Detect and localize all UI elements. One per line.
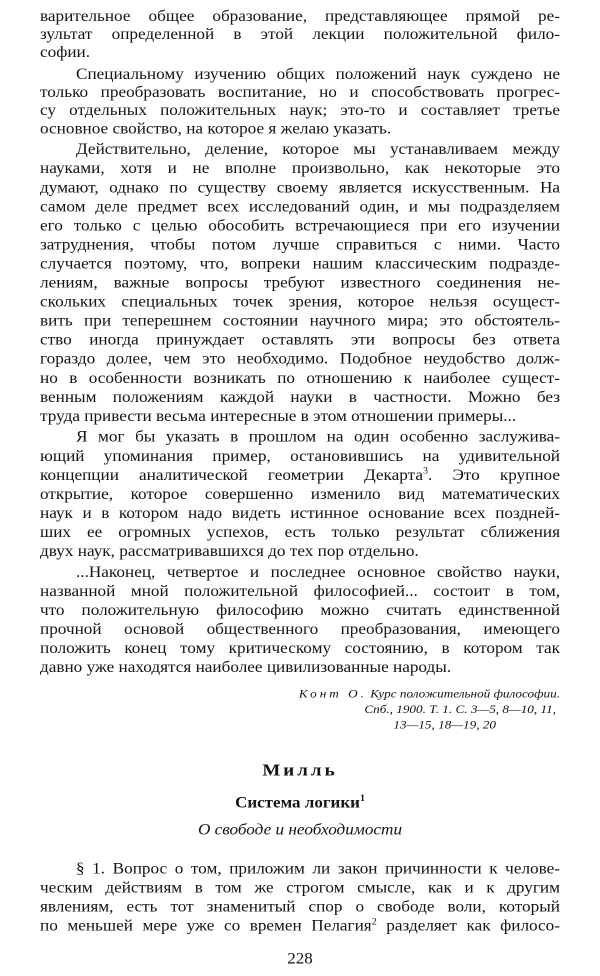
text-line: § 1. Вопрос о том, приложим ли закон причинности к челове- (76, 859, 560, 878)
page-number: 228 (287, 949, 313, 967)
text-line: ство иногда принуждает оставлять эти вопросы без ответа (40, 331, 560, 349)
section-author-heading: Милль (262, 761, 338, 781)
text-line: ших ее огромных успехов, есть только результат сближения (40, 523, 560, 541)
source-citation (299, 687, 560, 702)
text-line: самом деле предмет всех исследований один, и мы подразделяем (40, 197, 560, 215)
text-line: что положительную философию можно считать единственной (40, 601, 560, 619)
text-line: давно уже находятся наиболее цивилизованные народы. (40, 658, 452, 676)
text-line: прочной основой общественного преобразования, имеющего (40, 620, 560, 638)
chapter-subtitle: О свободе и необходимости (197, 820, 403, 839)
text-line: затруднения, чтобы потом лучше справиться с ними. Часто (40, 235, 560, 254)
text-line: открытие, которое совершенно изменило вид математических (40, 485, 560, 503)
text-line: науками, хотя и не вполне произвольно, как некоторые это (40, 159, 560, 177)
text-line: основное свойство, на которое я желаю указать. (40, 119, 392, 137)
text-line: названной мной положительной философией... состоит в том, (40, 582, 560, 600)
text-line: скольких специальных точек зрения, которое нельзя осущест- (40, 292, 560, 311)
text-line: ...Наконец, четвертое и последнее основное свойство науки, (76, 563, 560, 581)
text-line: зультат определенной в этой лекции положительной фило- (40, 25, 560, 43)
text-line: су отдельных положительных наук; это-то и составляет третье (40, 101, 560, 119)
source-title: Курс положительной философии. (370, 686, 560, 701)
text-line-with-footnote: по меньшей мере уже со времен Пелагия$^2$ разделяет как филосо- (40, 917, 560, 935)
footnote-marker: 2 (371, 917, 377, 928)
text-line: явлениям, есть тот знаменитый спор о свободе воли, который (40, 897, 560, 916)
text-line: Специальному изучению общих положений наук суждено не (76, 65, 560, 83)
text-line: двух наук, рассматривавшихся до тех пор отдельно. (40, 542, 419, 560)
text-line: венным положениям каждой науки в частности. Можно без (40, 388, 560, 406)
footnote-marker: 3 (423, 466, 428, 477)
footnote-marker: 1 (359, 793, 365, 804)
text-line: Действительно, деление, которое мы устанавливаем между (76, 140, 560, 158)
work-title: Система логики$^1$ (235, 793, 365, 811)
text-line: только преобразовать воспитание, но и способствовать прогрес- (40, 83, 560, 101)
text-line: труда привести весьма интересные в этом отношении примеры... (40, 407, 517, 425)
text-line: положить конец тому критическому состоянию, в котором так (40, 639, 560, 657)
text-line: варительное общее образование, представляющее прямой ре- (40, 7, 560, 25)
text-line: Я мог бы указать в прошлом на один особенно заслужива- (76, 428, 560, 446)
text-line: но в особенности возникать по отношению к наиболее сущест- (40, 369, 560, 387)
text-line: его только с целью обособить встречающиеся при его изучении (40, 216, 560, 235)
text-line: ческим действиям в том же строгом смысле, как и к другим (40, 878, 560, 897)
text-line: ющий упоминания пример, остановившись на удивительной (40, 447, 560, 465)
text-line-with-footnote: концепции аналитической геометрии Декарта$^3$. Это крупное (40, 466, 560, 484)
text-line: думают, однако по существу своему является искусственным. На (40, 178, 560, 196)
text-line: софии. (40, 43, 91, 61)
text-line: вить при теперешнем состоянии научного мира; это обстоятель- (40, 312, 560, 330)
text-line: гораздо долее, чем это необходимо. Подобное неудобство долж- (40, 350, 560, 368)
source-citation-line: 13—15, 18—19, 20 (393, 717, 496, 732)
source-author: Конт О. (298, 686, 367, 701)
source-citation-line: Спб., 1900. Т. 1. С. 3—5, 8—10, 11, (364, 702, 556, 716)
text-line: наук и в котором надо видеть истинное основание всех поздней- (40, 504, 560, 522)
text-line: случается поэтому, что, вопреки нашим классическим подразде- (40, 254, 560, 273)
text-line: лениям, важные вопросы требуют известного соединения не- (40, 273, 560, 292)
